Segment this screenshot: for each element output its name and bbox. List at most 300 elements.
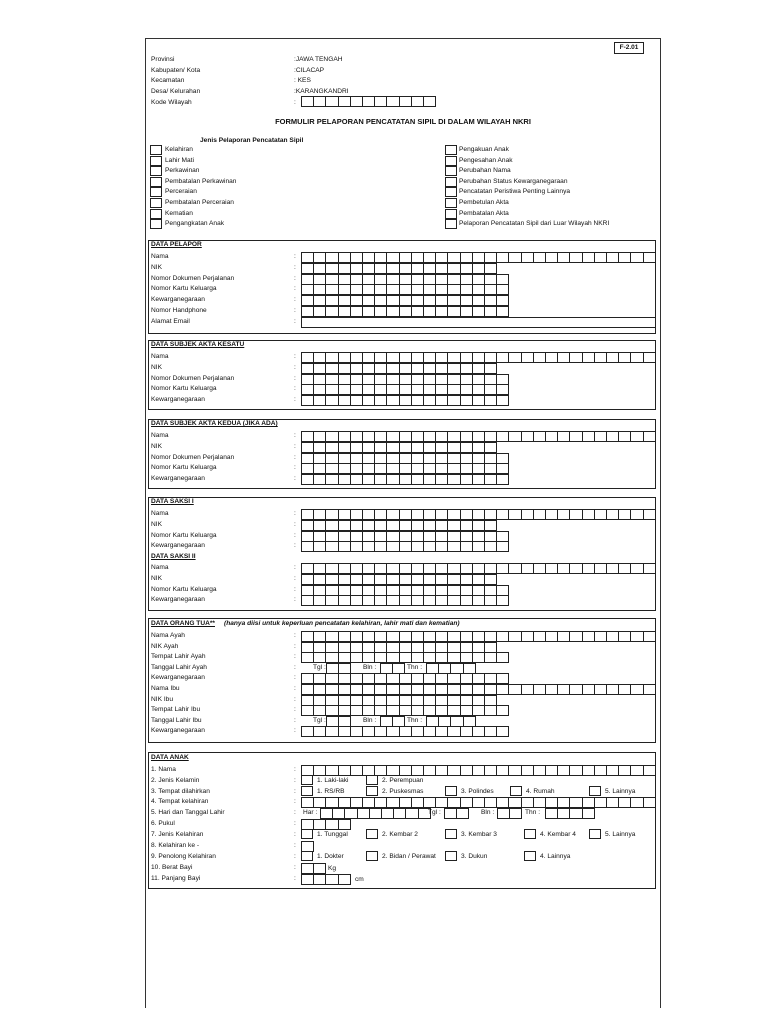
char-cell[interactable] [460,284,473,295]
char-cell[interactable] [325,574,338,585]
char-cell[interactable] [435,726,448,737]
char-cell[interactable] [399,474,412,485]
char-cell[interactable] [338,797,351,808]
option-checkbox[interactable] [524,851,536,861]
char-cell[interactable] [435,765,448,776]
char-cell[interactable] [472,684,485,695]
char-cell[interactable] [338,652,351,663]
char-cell[interactable] [350,673,363,684]
char-cell[interactable] [447,263,460,274]
char-cell[interactable] [472,474,485,485]
char-cell[interactable] [460,563,473,574]
date-cell[interactable] [393,808,406,819]
char-cell[interactable] [521,684,534,695]
char-cell[interactable] [313,563,326,574]
jenis-checkbox[interactable] [150,198,162,208]
char-cell[interactable] [374,797,387,808]
char-cell[interactable] [594,765,607,776]
char-cell[interactable] [582,797,595,808]
char-cell[interactable] [313,295,326,306]
char-cell[interactable] [472,574,485,585]
char-cell[interactable] [521,352,534,363]
kode-wilayah-cell[interactable] [374,96,387,107]
char-cell[interactable] [435,541,448,552]
char-cell[interactable] [411,442,424,453]
char-cell[interactable] [350,652,363,663]
char-cell[interactable] [435,463,448,474]
char-cell[interactable] [447,509,460,520]
char-cell[interactable] [496,541,509,552]
char-cell[interactable] [338,363,351,374]
char-cell[interactable] [447,474,460,485]
char-cell[interactable] [460,431,473,442]
kode-wilayah-cell[interactable] [325,96,338,107]
char-cell[interactable] [386,520,399,531]
char-cell[interactable] [472,520,485,531]
char-cell[interactable] [582,252,595,263]
char-cell[interactable] [386,363,399,374]
char-cell[interactable] [557,797,570,808]
char-cell[interactable] [411,295,424,306]
char-cell[interactable] [325,652,338,663]
jenis-checkbox[interactable] [445,219,457,229]
jenis-checkbox[interactable] [150,177,162,187]
char-cell[interactable] [447,652,460,663]
char-cell[interactable] [399,431,412,442]
char-cell[interactable] [411,395,424,406]
char-cell[interactable] [374,431,387,442]
char-cell[interactable] [374,252,387,263]
char-cell[interactable] [313,595,326,606]
char-cell[interactable] [630,797,643,808]
char-cell[interactable] [460,352,473,363]
char-cell[interactable] [569,765,582,776]
char-cell[interactable] [325,306,338,317]
char-cell[interactable] [460,252,473,263]
char-cell[interactable] [472,541,485,552]
char-cell[interactable] [435,563,448,574]
char-cell[interactable] [447,765,460,776]
option-checkbox[interactable] [510,786,522,796]
char-cell[interactable] [411,631,424,642]
char-cell[interactable] [411,797,424,808]
char-cell[interactable] [472,431,485,442]
char-cell[interactable] [399,463,412,474]
char-cell[interactable] [325,563,338,574]
char-cell[interactable] [435,684,448,695]
char-cell[interactable] [508,431,521,442]
char-cell[interactable] [386,352,399,363]
char-cell[interactable] [557,631,570,642]
char-cell[interactable] [460,363,473,374]
char-cell[interactable] [374,509,387,520]
char-cell[interactable] [472,509,485,520]
char-cell[interactable] [460,684,473,695]
char-cell[interactable] [313,263,326,274]
char-cell[interactable] [338,295,351,306]
char-cell[interactable] [386,765,399,776]
char-cell[interactable] [460,673,473,684]
char-cell[interactable] [533,765,546,776]
char-cell[interactable] [521,631,534,642]
char-cell[interactable] [472,463,485,474]
char-cell[interactable] [569,352,582,363]
char-cell[interactable] [484,574,497,585]
char-cell[interactable] [472,363,485,374]
char-cell[interactable] [399,652,412,663]
char-cell[interactable] [582,631,595,642]
jenis-checkbox[interactable] [150,166,162,176]
char-cell[interactable] [447,442,460,453]
char-cell[interactable] [338,395,351,406]
char-cell[interactable] [399,705,412,716]
char-cell[interactable] [386,797,399,808]
char-cell[interactable] [472,252,485,263]
char-cell[interactable] [484,442,497,453]
char-cell[interactable] [460,295,473,306]
char-cell[interactable] [386,631,399,642]
char-cell[interactable] [386,574,399,585]
char-cell[interactable] [460,474,473,485]
char-cell[interactable] [374,726,387,737]
char-cell[interactable] [447,384,460,395]
char-cell[interactable] [313,474,326,485]
char-cell[interactable] [313,509,326,520]
char-cell[interactable] [447,306,460,317]
char-cell[interactable] [435,384,448,395]
char-cell[interactable] [460,520,473,531]
char-cell[interactable] [447,520,460,531]
char-cell[interactable] [557,684,570,695]
char-cell[interactable] [630,431,643,442]
kode-wilayah-cell[interactable] [313,96,326,107]
kode-wilayah-cell[interactable] [423,96,436,107]
char-cell[interactable] [435,595,448,606]
char-cell[interactable] [325,726,338,737]
char-cell[interactable] [472,395,485,406]
char-cell[interactable] [350,263,363,274]
char-cell[interactable] [435,306,448,317]
char-cell[interactable] [618,509,631,520]
char-cell[interactable] [435,263,448,274]
kode-wilayah-cell[interactable] [350,96,363,107]
char-cell[interactable] [618,252,631,263]
char-cell[interactable] [350,363,363,374]
char-cell[interactable] [386,252,399,263]
panjang-cell[interactable] [325,874,338,885]
char-cell[interactable] [508,684,521,695]
char-cell[interactable] [435,574,448,585]
char-cell[interactable] [411,520,424,531]
char-cell[interactable] [472,673,485,684]
char-cell[interactable] [460,705,473,716]
char-cell[interactable] [643,765,656,776]
char-cell[interactable] [338,595,351,606]
char-cell[interactable] [496,705,509,716]
panjang-cell[interactable] [338,874,351,885]
char-cell[interactable] [447,595,460,606]
char-cell[interactable] [496,352,509,363]
char-cell[interactable] [508,352,521,363]
char-cell[interactable] [594,797,607,808]
char-cell[interactable] [594,684,607,695]
char-cell[interactable] [399,797,412,808]
char-cell[interactable] [350,431,363,442]
char-cell[interactable] [435,631,448,642]
char-cell[interactable] [447,295,460,306]
char-cell[interactable] [630,252,643,263]
jenis-checkbox[interactable] [445,156,457,166]
date-cell[interactable] [369,808,382,819]
char-cell[interactable] [435,474,448,485]
char-cell[interactable] [313,673,326,684]
char-cell[interactable] [374,284,387,295]
char-cell[interactable] [447,284,460,295]
char-cell[interactable] [496,797,509,808]
char-cell[interactable] [447,252,460,263]
char-cell[interactable] [411,563,424,574]
char-cell[interactable] [313,684,326,695]
char-cell[interactable] [399,384,412,395]
char-cell[interactable] [386,295,399,306]
char-cell[interactable] [447,563,460,574]
char-cell[interactable] [557,352,570,363]
char-cell[interactable] [435,363,448,374]
char-cell[interactable] [338,541,351,552]
char-cell[interactable] [533,797,546,808]
char-cell[interactable] [399,765,412,776]
char-cell[interactable] [325,631,338,642]
char-cell[interactable] [338,352,351,363]
char-cell[interactable] [496,652,509,663]
char-cell[interactable] [618,563,631,574]
char-cell[interactable] [374,684,387,695]
char-cell[interactable] [484,263,497,274]
jenis-checkbox[interactable] [150,187,162,197]
char-cell[interactable] [582,431,595,442]
char-cell[interactable] [399,563,412,574]
char-cell[interactable] [508,509,521,520]
char-cell[interactable] [338,705,351,716]
jenis-checkbox[interactable] [150,209,162,219]
char-cell[interactable] [350,474,363,485]
panjang-cell[interactable] [313,874,326,885]
char-cell[interactable] [338,673,351,684]
char-cell[interactable] [399,306,412,317]
char-cell[interactable] [411,684,424,695]
char-cell[interactable] [521,765,534,776]
char-cell[interactable] [496,295,509,306]
char-cell[interactable] [325,595,338,606]
char-cell[interactable] [386,595,399,606]
char-cell[interactable] [447,631,460,642]
char-cell[interactable] [569,684,582,695]
char-cell[interactable] [411,652,424,663]
char-cell[interactable] [521,797,534,808]
char-cell[interactable] [386,395,399,406]
char-cell[interactable] [399,631,412,642]
char-cell[interactable] [386,263,399,274]
option-checkbox[interactable] [366,829,378,839]
char-cell[interactable] [435,352,448,363]
char-cell[interactable] [411,765,424,776]
char-cell[interactable] [447,541,460,552]
char-cell[interactable] [338,463,351,474]
char-cell[interactable] [411,263,424,274]
kode-wilayah-cell[interactable] [411,96,424,107]
char-cell[interactable] [521,509,534,520]
char-cell[interactable] [496,284,509,295]
char-cell[interactable] [594,431,607,442]
time-cell[interactable] [325,819,338,830]
char-cell[interactable] [594,563,607,574]
char-cell[interactable] [374,395,387,406]
char-cell[interactable] [618,352,631,363]
char-cell[interactable] [338,631,351,642]
char-cell[interactable] [386,474,399,485]
char-cell[interactable] [399,295,412,306]
date-cell[interactable] [344,808,357,819]
char-cell[interactable] [643,509,656,520]
char-cell[interactable] [618,797,631,808]
char-cell[interactable] [447,726,460,737]
char-cell[interactable] [643,352,656,363]
char-cell[interactable] [338,306,351,317]
char-cell[interactable] [374,463,387,474]
char-cell[interactable] [325,765,338,776]
char-cell[interactable] [472,652,485,663]
char-cell[interactable] [533,631,546,642]
char-cell[interactable] [386,463,399,474]
char-cell[interactable] [447,797,460,808]
char-cell[interactable] [374,384,387,395]
char-cell[interactable] [325,684,338,695]
char-cell[interactable] [496,463,509,474]
char-cell[interactable] [472,384,485,395]
char-cell[interactable] [643,252,656,263]
jenis-checkbox[interactable] [445,166,457,176]
char-cell[interactable] [399,595,412,606]
char-cell[interactable] [338,252,351,263]
char-cell[interactable] [411,252,424,263]
char-cell[interactable] [411,284,424,295]
char-cell[interactable] [313,306,326,317]
char-cell[interactable] [569,252,582,263]
char-cell[interactable] [447,352,460,363]
char-cell[interactable] [460,541,473,552]
char-cell[interactable] [643,431,656,442]
kode-wilayah-cell[interactable] [399,96,412,107]
char-cell[interactable] [338,726,351,737]
char-cell[interactable] [484,520,497,531]
option-checkbox[interactable] [366,851,378,861]
char-cell[interactable] [472,765,485,776]
char-cell[interactable] [325,442,338,453]
char-cell[interactable] [496,726,509,737]
jenis-checkbox[interactable] [445,187,457,197]
char-cell[interactable] [569,509,582,520]
char-cell[interactable] [399,726,412,737]
char-cell[interactable] [313,631,326,642]
char-cell[interactable] [325,474,338,485]
char-cell[interactable] [399,574,412,585]
char-cell[interactable] [338,474,351,485]
date-cell[interactable] [405,808,418,819]
char-cell[interactable] [325,363,338,374]
char-cell[interactable] [338,563,351,574]
char-cell[interactable] [411,363,424,374]
char-cell[interactable] [630,509,643,520]
char-cell[interactable] [350,520,363,531]
date-cell[interactable] [557,808,570,819]
char-cell[interactable] [374,574,387,585]
char-cell[interactable] [594,631,607,642]
char-cell[interactable] [435,442,448,453]
char-cell[interactable] [569,797,582,808]
char-cell[interactable] [447,395,460,406]
char-cell[interactable] [557,431,570,442]
jenis-checkbox[interactable] [150,219,162,229]
char-cell[interactable] [325,295,338,306]
char-cell[interactable] [374,263,387,274]
char-cell[interactable] [496,509,509,520]
char-cell[interactable] [313,352,326,363]
char-cell[interactable] [374,652,387,663]
char-cell[interactable] [460,595,473,606]
char-cell[interactable] [399,442,412,453]
char-cell[interactable] [325,352,338,363]
char-cell[interactable] [386,306,399,317]
char-cell[interactable] [472,563,485,574]
char-cell[interactable] [460,263,473,274]
char-cell[interactable] [399,352,412,363]
char-cell[interactable] [338,284,351,295]
kode-wilayah-cell[interactable] [386,96,399,107]
char-cell[interactable] [350,726,363,737]
char-cell[interactable] [350,705,363,716]
char-cell[interactable] [496,252,509,263]
char-cell[interactable] [496,306,509,317]
char-cell[interactable] [569,631,582,642]
char-cell[interactable] [386,705,399,716]
char-cell[interactable] [313,252,326,263]
char-cell[interactable] [350,631,363,642]
char-cell[interactable] [630,563,643,574]
char-cell[interactable] [350,797,363,808]
char-cell[interactable] [411,306,424,317]
char-cell[interactable] [618,431,631,442]
char-cell[interactable] [325,263,338,274]
char-cell[interactable] [325,797,338,808]
option-checkbox[interactable] [366,786,378,796]
char-cell[interactable] [313,442,326,453]
char-cell[interactable] [508,765,521,776]
char-cell[interactable] [411,574,424,585]
char-cell[interactable] [399,509,412,520]
char-cell[interactable] [313,797,326,808]
char-cell[interactable] [496,384,509,395]
char-cell[interactable] [533,252,546,263]
char-cell[interactable] [618,765,631,776]
char-cell[interactable] [447,463,460,474]
char-cell[interactable] [399,263,412,274]
char-cell[interactable] [630,352,643,363]
char-cell[interactable] [313,541,326,552]
char-cell[interactable] [496,595,509,606]
char-cell[interactable] [338,442,351,453]
char-cell[interactable] [399,395,412,406]
option-checkbox[interactable] [445,851,457,861]
